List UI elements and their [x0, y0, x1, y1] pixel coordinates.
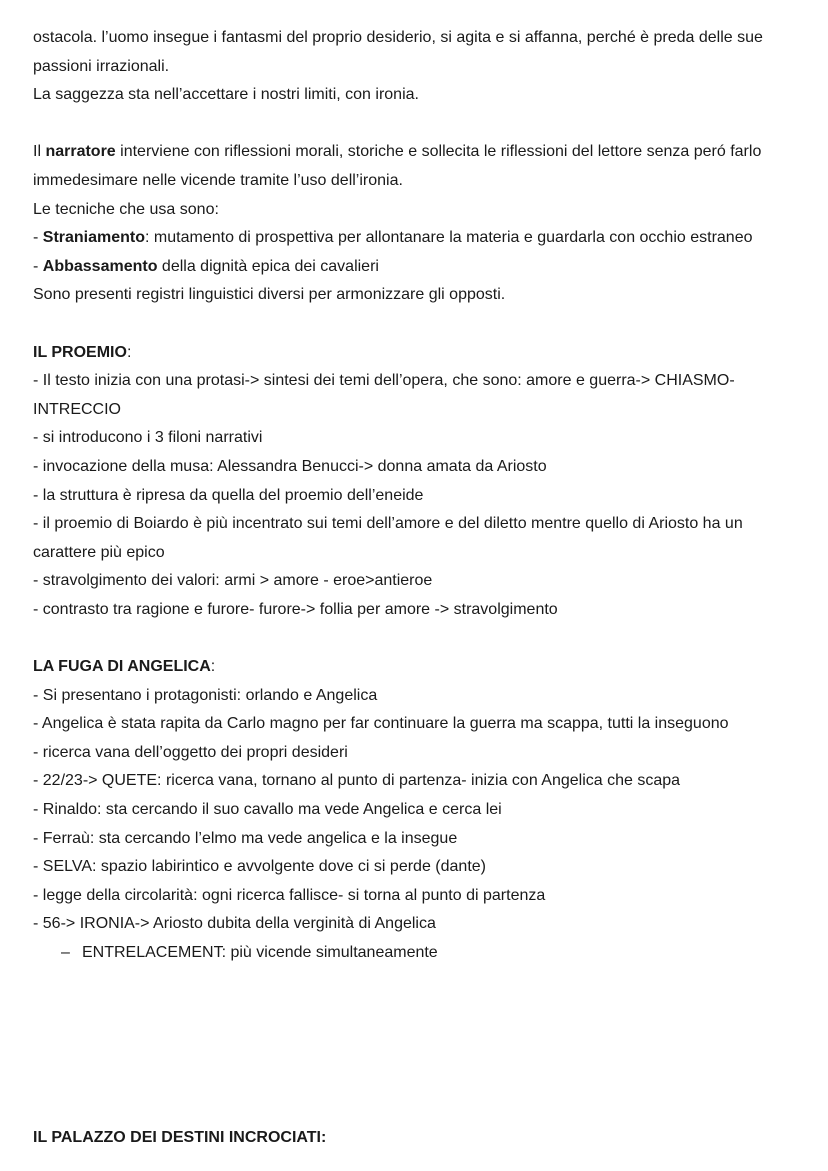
intro-line-3: La saggezza sta nell’accettare i nostri limiti, con ironia. [33, 86, 419, 104]
list-item: - Il testo inizia con una protasi-> sintesi dei temi dell’opera, che sono: amore e guerra-> CHIASMO- [33, 372, 735, 390]
list-item: - invocazione della musa: Alessandra Benucci-> donna amata da Ariosto [33, 457, 547, 475]
section-title: IL PROEMIO [33, 343, 127, 361]
list-item: - il proemio di Boiardo è più incentrato sui temi dell’amore e del diletto mentre quello di Ariosto ha un [33, 515, 743, 533]
list-item: - stravolgimento dei valori: armi > amore - eroe>antieroe [33, 572, 433, 590]
document-body [33, 24, 813, 968]
spacer [33, 110, 813, 139]
list-item: - la struttura è ripresa da quella del proemio dell’eneide [33, 486, 424, 504]
list-item: - Ferraù: sta cercando l’elmo ma vede angelica e la insegue [33, 829, 458, 847]
intro-line-1: ostacola. l’uomo insegue i fantasmi del proprio desiderio, si agita e si affanna, perché è preda delle sue [33, 29, 763, 46]
narrator-closing: Sono presenti registri linguistici diversi per armonizzare gli opposti. [33, 286, 506, 304]
list-item: - si introducono i 3 filoni narrativi [33, 429, 263, 447]
list-item: - ricerca vana dell’oggetto dei propri desideri [33, 743, 348, 761]
sub-list-item [33, 939, 813, 968]
spacer [33, 624, 813, 653]
sub-item-text: ENTRELACEMENT: più vicende simultaneamente [82, 944, 438, 961]
list-item: - 22/23-> QUETE: ricerca vana, tornano al punto di partenza- inizia con Angelica che scapa [33, 772, 681, 790]
techniques-intro: Le tecniche che usa sono: [33, 200, 219, 218]
list-item: - SELVA: spazio labirintico e avvolgente dove ci si perde (dante) [33, 858, 486, 876]
list-item: - Angelica è stata rapita da Carlo magno per far continuare la guerra ma scappa, tutti la inseguono [33, 715, 729, 733]
technique-abbassamento [33, 253, 813, 282]
section-title: LA FUGA DI ANGELICA [33, 658, 211, 676]
narrator-paragraph-line-1 [33, 138, 813, 167]
technique-description: : mutamento di prospettiva per allontanare la materia e guardarla con occhio estraneo [145, 229, 753, 247]
list-item: - Si presentano i protagonisti: orlando e Angelica [33, 686, 378, 704]
narrator-paragraph-line-2: immedesimare nelle vicende tramite l’uso dell’ironia. [33, 171, 403, 189]
list-item: INTRECCIO [33, 400, 121, 418]
bullet-dash: - [33, 229, 43, 247]
technique-term: Straniamento [42, 229, 146, 247]
narrator-prefix: Il [33, 143, 46, 161]
proemio-heading: IL PROEMIO: [33, 343, 132, 361]
fuga-heading: LA FUGA DI ANGELICA: [33, 658, 216, 676]
technique-term: Abbassamento [42, 257, 158, 275]
spacer [33, 310, 813, 339]
bullet-dash: - [33, 257, 43, 275]
list-item: carattere più epico [33, 543, 165, 561]
list-item: - contrasto tra ragione e furore- furore-> follia per amore -> stravolgimento [33, 600, 558, 618]
section-title: IL PALAZZO DEI DESTINI INCROCIATI [33, 1129, 321, 1146]
intro-line-2: passioni irrazionali. [33, 57, 170, 75]
list-item: - legge della circolarità: ogni ricerca fallisce- si torna al punto di partenza [33, 886, 546, 904]
list-item: - 56-> IRONIA-> Ariosto dubita della verginità di Angelica [33, 915, 436, 933]
narrator-keyword: narratore [45, 143, 116, 161]
palazzo-heading: IL PALAZZO DEI DESTINI INCROCIATI: [33, 1129, 327, 1146]
list-item: - Rinaldo: sta cercando il suo cavallo ma vede Angelica e cerca lei [33, 801, 502, 819]
narrator-text: interviene con riflessioni morali, storiche e sollecita le riflessioni del lettore senza peró farlo [115, 143, 762, 161]
sub-bullet-dash: – [61, 944, 70, 961]
technique-straniamento [33, 224, 813, 253]
technique-description: della dignità epica dei cavalieri [157, 257, 379, 275]
